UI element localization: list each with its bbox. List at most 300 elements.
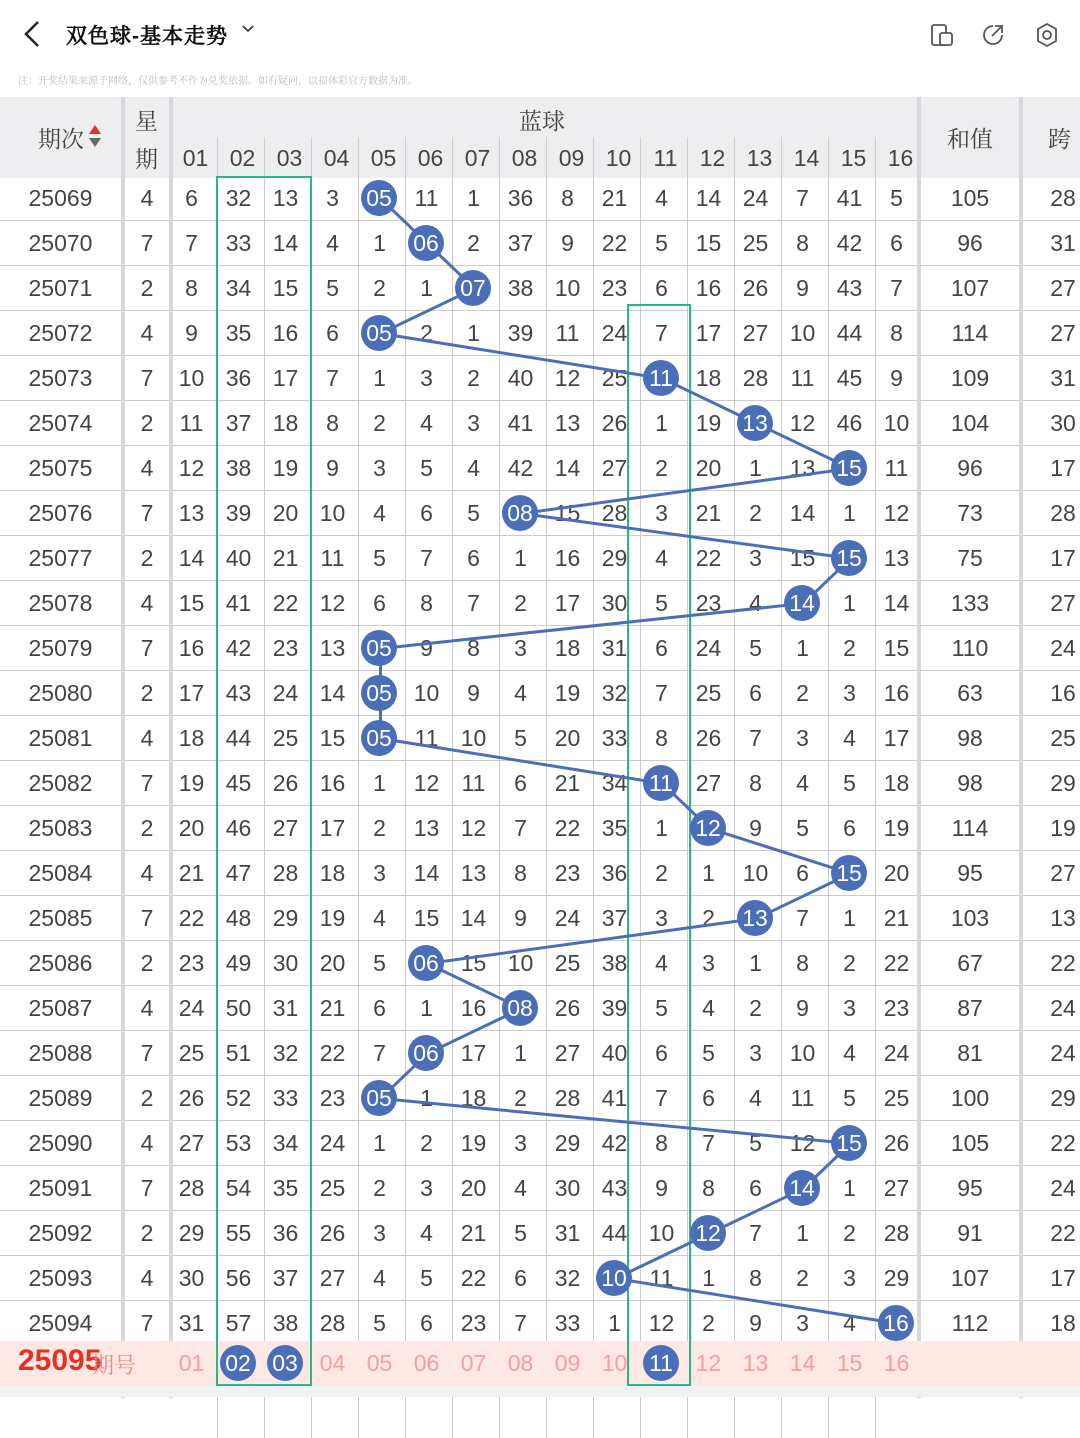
miss-count-cell: 3 <box>420 1175 433 1201</box>
miss-count-cell: 9 <box>890 365 903 391</box>
miss-count-cell: 1 <box>796 635 809 661</box>
blue-ball-hit: 16 <box>878 1305 914 1341</box>
miss-count-cell: 16 <box>554 545 581 571</box>
miss-count-cell: 5 <box>655 995 668 1021</box>
top-bar <box>0 0 1080 70</box>
miss-count-cell: 15 <box>789 545 816 571</box>
blue-ball-hit: 11 <box>643 360 679 396</box>
miss-count-cell: 33 <box>601 725 628 751</box>
miss-count-cell: 4 <box>420 410 433 436</box>
miss-count-cell: 27 <box>554 1040 581 1066</box>
blue-ball-hit: 06 <box>408 945 444 981</box>
sum-cell: 107 <box>950 275 990 301</box>
miss-count-cell: 26 <box>883 1130 910 1156</box>
week-cell: 4 <box>140 860 154 886</box>
week-cell: 4 <box>140 320 154 346</box>
blue-ball-hit: 13 <box>737 900 773 936</box>
issue-cell: 25069 <box>28 185 93 211</box>
blue-ball-hit: 05 <box>361 675 397 711</box>
blue-ball-header-label: 蓝球 <box>519 108 565 134</box>
miss-count-cell: 4 <box>702 995 715 1021</box>
prediction-cell[interactable]: 06 <box>413 1350 440 1376</box>
issue-cell: 25093 <box>28 1265 93 1291</box>
miss-count-cell: 25 <box>695 680 722 706</box>
miss-count-cell: 11 <box>414 725 439 751</box>
miss-count-cell: 16 <box>272 320 299 346</box>
column-divider <box>546 137 547 1438</box>
blue-ball-hit: 05 <box>361 1080 397 1116</box>
miss-count-cell: 1 <box>702 1265 715 1291</box>
miss-count-cell: 8 <box>185 275 198 301</box>
week-cell: 7 <box>140 770 154 796</box>
miss-count-cell: 21 <box>460 1220 487 1246</box>
week-cell: 7 <box>140 1175 154 1201</box>
week-cell: 4 <box>140 1130 154 1156</box>
miss-count-cell: 9 <box>749 1310 762 1336</box>
share-icon[interactable] <box>980 22 1006 48</box>
span-cell: 13 <box>1050 905 1076 931</box>
miss-count-cell: 10 <box>178 365 205 391</box>
miss-count-cell: 22 <box>460 1265 487 1291</box>
miss-count-cell: 15 <box>319 725 346 751</box>
miss-count-cell: 19 <box>319 905 346 931</box>
miss-count-cell: 53 <box>225 1130 252 1156</box>
miss-count-cell: 5 <box>890 185 903 211</box>
miss-count-cell: 1 <box>843 1175 856 1201</box>
miss-count-cell: 29 <box>178 1220 205 1246</box>
prediction-cell[interactable]: 10 <box>601 1350 628 1376</box>
miss-count-cell: 2 <box>843 635 856 661</box>
miss-count-cell: 6 <box>514 1265 527 1291</box>
miss-count-cell: 12 <box>460 815 487 841</box>
miss-count-cell: 31 <box>601 635 628 661</box>
miss-count-cell: 13 <box>554 410 581 436</box>
miss-count-cell: 15 <box>178 590 205 616</box>
prediction-cell[interactable]: 01 <box>178 1350 205 1376</box>
miss-count-cell: 18 <box>460 1085 487 1111</box>
blue-number-col-04: 04 <box>323 145 350 171</box>
sort-arrows-icon[interactable] <box>88 123 102 154</box>
miss-count-cell: 8 <box>655 725 668 751</box>
miss-count-cell: 31 <box>178 1310 205 1336</box>
miss-count-cell: 37 <box>272 1265 299 1291</box>
miss-count-cell: 6 <box>655 1040 668 1066</box>
issue-cell: 25092 <box>28 1220 93 1246</box>
miss-count-cell: 4 <box>655 545 668 571</box>
miss-count-cell: 8 <box>561 185 574 211</box>
miss-count-cell: 36 <box>507 185 534 211</box>
sum-header-label: 和值 <box>947 126 993 152</box>
miss-count-cell: 9 <box>185 320 198 346</box>
miss-count-cell: 1 <box>373 770 386 796</box>
miss-count-cell: 18 <box>883 770 910 796</box>
miss-count-cell: 7 <box>514 1310 527 1336</box>
issue-cell: 25079 <box>28 635 93 661</box>
blue-ball-hit: 08 <box>502 990 538 1026</box>
prediction-cell[interactable]: 07 <box>460 1350 487 1376</box>
span-cell: 22 <box>1050 950 1076 976</box>
miss-count-cell: 13 <box>319 635 346 661</box>
miss-count-cell: 3 <box>749 545 762 571</box>
miss-count-cell: 20 <box>460 1175 487 1201</box>
blue-ball-hit: 05 <box>361 180 397 216</box>
miss-count-cell: 6 <box>796 860 809 886</box>
miss-count-cell: 43 <box>225 680 252 706</box>
miss-count-cell: 15 <box>695 230 722 256</box>
miss-count-cell: 4 <box>843 1040 856 1066</box>
blue-number-col-08: 08 <box>511 145 538 171</box>
miss-count-cell: 4 <box>373 500 386 526</box>
sum-cell: 105 <box>950 1130 990 1156</box>
miss-count-cell: 21 <box>695 500 722 526</box>
miss-count-cell: 8 <box>655 1130 668 1156</box>
miss-count-cell: 39 <box>601 995 628 1021</box>
miss-count-cell: 37 <box>225 410 252 436</box>
miss-count-cell: 6 <box>373 590 386 616</box>
week-cell: 4 <box>140 590 154 616</box>
miss-count-cell: 45 <box>225 770 252 796</box>
miss-count-cell: 14 <box>460 905 487 931</box>
sum-cell: 103 <box>950 905 990 931</box>
miss-count-cell: 9 <box>561 230 574 256</box>
miss-count-cell: 12 <box>554 365 581 391</box>
miss-count-cell: 20 <box>554 725 581 751</box>
blue-ball-hit: 15 <box>831 450 867 486</box>
miss-count-cell: 33 <box>272 1085 299 1111</box>
span-cell: 17 <box>1050 455 1076 481</box>
prediction-cell[interactable]: 05 <box>366 1350 393 1376</box>
miss-count-cell: 4 <box>514 680 527 706</box>
miss-count-cell: 4 <box>420 1220 433 1246</box>
blue-ball-hit: 05 <box>361 630 397 666</box>
blue-ball-hit: 10 <box>596 1260 632 1296</box>
blue-ball-hit: 06 <box>408 225 444 261</box>
issue-cell: 25088 <box>28 1040 93 1066</box>
blue-ball-hit: 06 <box>408 1035 444 1071</box>
miss-count-cell: 5 <box>702 1040 715 1066</box>
prediction-ball[interactable]: 02 <box>220 1345 256 1381</box>
miss-count-cell: 7 <box>326 365 339 391</box>
disclaimer-note: 注：开奖结果来源于网络，仅供参考不作为兑奖依据。如有疑问，以福体彩官方数据为准。 <box>18 76 418 87</box>
miss-count-cell: 3 <box>373 860 386 886</box>
miss-count-cell: 6 <box>749 1175 762 1201</box>
miss-count-cell: 7 <box>373 1040 386 1066</box>
miss-count-cell: 5 <box>373 545 386 571</box>
miss-count-cell: 44 <box>601 1220 628 1246</box>
prediction-cell[interactable]: 08 <box>507 1350 534 1376</box>
miss-count-cell: 1 <box>514 545 527 571</box>
miss-count-cell: 56 <box>225 1265 252 1291</box>
miss-count-cell: 29 <box>883 1265 910 1291</box>
miss-count-cell: 4 <box>843 1310 856 1336</box>
miss-count-cell: 3 <box>373 455 386 481</box>
miss-count-cell: 32 <box>225 185 252 211</box>
miss-count-cell: 21 <box>272 545 299 571</box>
miss-count-cell: 12 <box>178 455 205 481</box>
week-cell: 4 <box>140 455 154 481</box>
miss-count-cell: 5 <box>749 635 762 661</box>
week-cell: 2 <box>140 950 154 976</box>
miss-count-cell: 11 <box>790 1085 815 1111</box>
prediction-ball[interactable]: 03 <box>267 1345 303 1381</box>
miss-count-cell: 10 <box>789 320 816 346</box>
miss-count-cell: 41 <box>836 185 863 211</box>
miss-count-cell: 17 <box>554 590 581 616</box>
miss-count-cell: 5 <box>655 590 668 616</box>
blue-ball-hit: 15 <box>831 855 867 891</box>
issue-header[interactable] <box>0 97 121 178</box>
span-cell: 29 <box>1050 1085 1076 1111</box>
miss-count-cell: 14 <box>554 455 581 481</box>
issue-cell: 25087 <box>28 995 93 1021</box>
miss-count-cell: 3 <box>796 1310 809 1336</box>
miss-count-cell: 3 <box>420 365 433 391</box>
miss-count-cell: 1 <box>655 815 668 841</box>
miss-count-cell: 1 <box>514 1040 527 1066</box>
issue-cell: 25070 <box>28 230 93 256</box>
blue-number-col-14: 14 <box>793 145 820 171</box>
miss-count-cell: 32 <box>272 1040 299 1066</box>
miss-count-cell: 25 <box>883 1085 910 1111</box>
miss-count-cell: 16 <box>883 680 910 706</box>
miss-count-cell: 6 <box>373 995 386 1021</box>
miss-count-cell: 23 <box>319 1085 346 1111</box>
miss-count-cell: 11 <box>884 455 909 481</box>
miss-count-cell: 18 <box>319 860 346 886</box>
sum-cell: 114 <box>951 815 989 841</box>
issue-cell: 25086 <box>28 950 93 976</box>
miss-count-cell: 14 <box>413 860 440 886</box>
miss-count-cell: 9 <box>796 275 809 301</box>
miss-count-cell: 18 <box>272 410 299 436</box>
miss-count-cell: 27 <box>601 455 628 481</box>
miss-count-cell: 42 <box>225 635 252 661</box>
sum-cell: 95 <box>957 860 983 886</box>
miss-count-cell: 17 <box>319 815 346 841</box>
column-divider <box>875 137 876 1438</box>
blue-number-col-06: 06 <box>417 145 444 171</box>
column-divider <box>405 137 406 1438</box>
miss-count-cell: 4 <box>749 590 762 616</box>
miss-count-cell: 2 <box>796 1265 809 1291</box>
miss-count-cell: 10 <box>648 1220 675 1246</box>
miss-count-cell: 26 <box>272 770 299 796</box>
dropdown-chevron-icon[interactable] <box>240 20 256 41</box>
miss-count-cell: 16 <box>460 995 487 1021</box>
issue-cell: 25075 <box>28 455 93 481</box>
miss-count-cell: 3 <box>467 410 480 436</box>
miss-count-cell: 7 <box>796 185 809 211</box>
blue-number-col-13: 13 <box>746 145 773 171</box>
blue-number-col-09: 09 <box>558 145 585 171</box>
miss-count-cell: 28 <box>554 1085 581 1111</box>
miss-count-cell: 23 <box>601 275 628 301</box>
miss-count-cell: 22 <box>695 545 722 571</box>
prediction-cell[interactable]: 13 <box>742 1350 769 1376</box>
miss-count-cell: 6 <box>890 230 903 256</box>
sum-cell: 87 <box>957 995 983 1021</box>
miss-count-cell: 3 <box>514 1130 527 1156</box>
miss-count-cell: 57 <box>225 1310 252 1336</box>
miss-count-cell: 12 <box>789 1130 816 1156</box>
miss-count-cell: 3 <box>702 950 715 976</box>
miss-count-cell: 8 <box>796 950 809 976</box>
week-cell: 4 <box>140 185 154 211</box>
span-cell: 31 <box>1050 365 1076 391</box>
miss-count-cell: 39 <box>507 320 534 346</box>
miss-count-cell: 26 <box>695 725 722 751</box>
span-cell: 27 <box>1050 590 1076 616</box>
miss-count-cell: 1 <box>843 905 856 931</box>
miss-count-cell: 55 <box>225 1220 252 1246</box>
miss-count-cell: 36 <box>225 365 252 391</box>
miss-count-cell: 3 <box>514 635 527 661</box>
prediction-cell[interactable]: 14 <box>789 1350 816 1376</box>
settings-icon[interactable] <box>1034 22 1060 48</box>
miss-count-cell: 3 <box>843 1265 856 1291</box>
miss-count-cell: 14 <box>695 185 722 211</box>
blue-ball-hit: 12 <box>690 1215 726 1251</box>
miss-count-cell: 2 <box>467 365 480 391</box>
miss-count-cell: 15 <box>272 275 299 301</box>
miss-count-cell: 2 <box>514 590 527 616</box>
miss-count-cell: 5 <box>420 455 433 481</box>
miss-count-cell: 22 <box>554 815 581 841</box>
miss-count-cell: 21 <box>883 905 910 931</box>
miss-count-cell: 36 <box>272 1220 299 1246</box>
miss-count-cell: 10 <box>789 1040 816 1066</box>
miss-count-cell: 2 <box>843 1220 856 1246</box>
miss-count-cell: 9 <box>326 455 339 481</box>
miss-count-cell: 2 <box>420 1130 433 1156</box>
issue-cell: 25094 <box>28 1310 93 1336</box>
miss-count-cell: 24 <box>601 320 628 346</box>
miss-count-cell: 32 <box>601 680 628 706</box>
highlight-box-11 <box>627 304 691 1386</box>
miss-count-cell: 12 <box>789 410 816 436</box>
miss-count-cell: 8 <box>514 860 527 886</box>
miss-count-cell: 5 <box>420 1265 433 1291</box>
span-cell: 28 <box>1050 500 1076 526</box>
miss-count-cell: 35 <box>272 1175 299 1201</box>
prediction-cell[interactable]: 12 <box>695 1350 722 1376</box>
miss-count-cell: 1 <box>608 1310 621 1336</box>
miss-count-cell: 6 <box>655 635 668 661</box>
miss-count-cell: 28 <box>319 1310 346 1336</box>
blue-ball-hit: 11 <box>643 765 679 801</box>
highlight-box-02-03 <box>216 176 312 1386</box>
miss-count-cell: 17 <box>460 1040 487 1066</box>
miss-count-cell: 27 <box>742 320 769 346</box>
sum-cell: 105 <box>950 185 990 211</box>
miss-count-cell: 13 <box>413 815 440 841</box>
miss-count-cell: 13 <box>178 500 205 526</box>
miss-count-cell: 25 <box>601 365 628 391</box>
next-issue-number: 25095 <box>18 1344 102 1377</box>
layout-icon[interactable] <box>929 22 955 48</box>
miss-count-cell: 25 <box>554 950 581 976</box>
miss-count-cell: 6 <box>467 545 480 571</box>
miss-count-cell: 1 <box>467 185 480 211</box>
miss-count-cell: 33 <box>554 1310 581 1336</box>
miss-count-cell: 2 <box>514 1085 527 1111</box>
miss-count-cell: 4 <box>655 185 668 211</box>
miss-count-cell: 40 <box>507 365 534 391</box>
miss-count-cell: 23 <box>883 995 910 1021</box>
miss-count-cell: 21 <box>178 860 205 886</box>
week-cell: 2 <box>140 1220 154 1246</box>
miss-count-cell: 26 <box>319 1220 346 1246</box>
miss-count-cell: 8 <box>420 590 433 616</box>
miss-count-cell: 22 <box>178 905 205 931</box>
sum-cell: 73 <box>957 500 983 526</box>
miss-count-cell: 14 <box>789 500 816 526</box>
issue-cell: 25072 <box>28 320 93 346</box>
span-cell: 17 <box>1050 545 1076 571</box>
miss-count-cell: 11 <box>179 410 204 436</box>
issue-cell: 25082 <box>28 770 93 796</box>
miss-count-cell: 2 <box>843 950 856 976</box>
miss-count-cell: 2 <box>655 860 668 886</box>
span-header <box>1023 97 1080 178</box>
miss-count-cell: 34 <box>272 1130 299 1156</box>
miss-count-cell: 22 <box>883 950 910 976</box>
miss-count-cell: 28 <box>272 860 299 886</box>
miss-count-cell: 27 <box>178 1130 205 1156</box>
column-divider <box>121 97 125 1398</box>
miss-count-cell: 2 <box>373 275 386 301</box>
blue-number-col-15: 15 <box>840 145 867 171</box>
issue-cell: 25078 <box>28 590 93 616</box>
miss-count-cell: 7 <box>796 905 809 931</box>
miss-count-cell: 39 <box>225 500 252 526</box>
miss-count-cell: 11 <box>461 770 486 796</box>
week-header-line1: 星 <box>135 108 158 134</box>
sum-cell: 95 <box>957 1175 983 1201</box>
miss-count-cell: 10 <box>883 410 910 436</box>
span-cell: 24 <box>1050 1175 1076 1201</box>
miss-count-cell: 5 <box>467 500 480 526</box>
column-divider <box>781 137 782 1438</box>
prediction-ball[interactable]: 11 <box>643 1345 679 1381</box>
miss-count-cell: 4 <box>796 770 809 796</box>
miss-count-cell: 7 <box>655 1085 668 1111</box>
prediction-cell[interactable]: 16 <box>883 1350 910 1376</box>
prediction-cell[interactable]: 04 <box>319 1350 346 1376</box>
miss-count-cell: 28 <box>601 500 628 526</box>
miss-count-cell: 15 <box>554 500 581 526</box>
back-icon[interactable] <box>18 16 52 52</box>
miss-count-cell: 34 <box>601 770 628 796</box>
miss-count-cell: 44 <box>836 320 863 346</box>
miss-count-cell: 10 <box>742 860 769 886</box>
issue-cell: 25089 <box>28 1085 93 1111</box>
miss-count-cell: 28 <box>742 365 769 391</box>
prediction-cell[interactable]: 15 <box>836 1350 863 1376</box>
prediction-cell[interactable]: 09 <box>554 1350 581 1376</box>
miss-count-cell: 30 <box>601 590 628 616</box>
miss-count-cell: 42 <box>601 1130 628 1156</box>
blue-ball-hit: 08 <box>502 495 538 531</box>
miss-count-cell: 4 <box>655 950 668 976</box>
column-divider <box>169 97 173 1398</box>
page-title[interactable]: 双色球-基本走势 <box>66 25 228 48</box>
blue-number-col-11: 11 <box>653 145 678 171</box>
miss-count-cell: 1 <box>420 995 433 1021</box>
sum-cell: 98 <box>957 725 983 751</box>
miss-count-cell: 26 <box>601 410 628 436</box>
miss-count-cell: 24 <box>319 1130 346 1156</box>
